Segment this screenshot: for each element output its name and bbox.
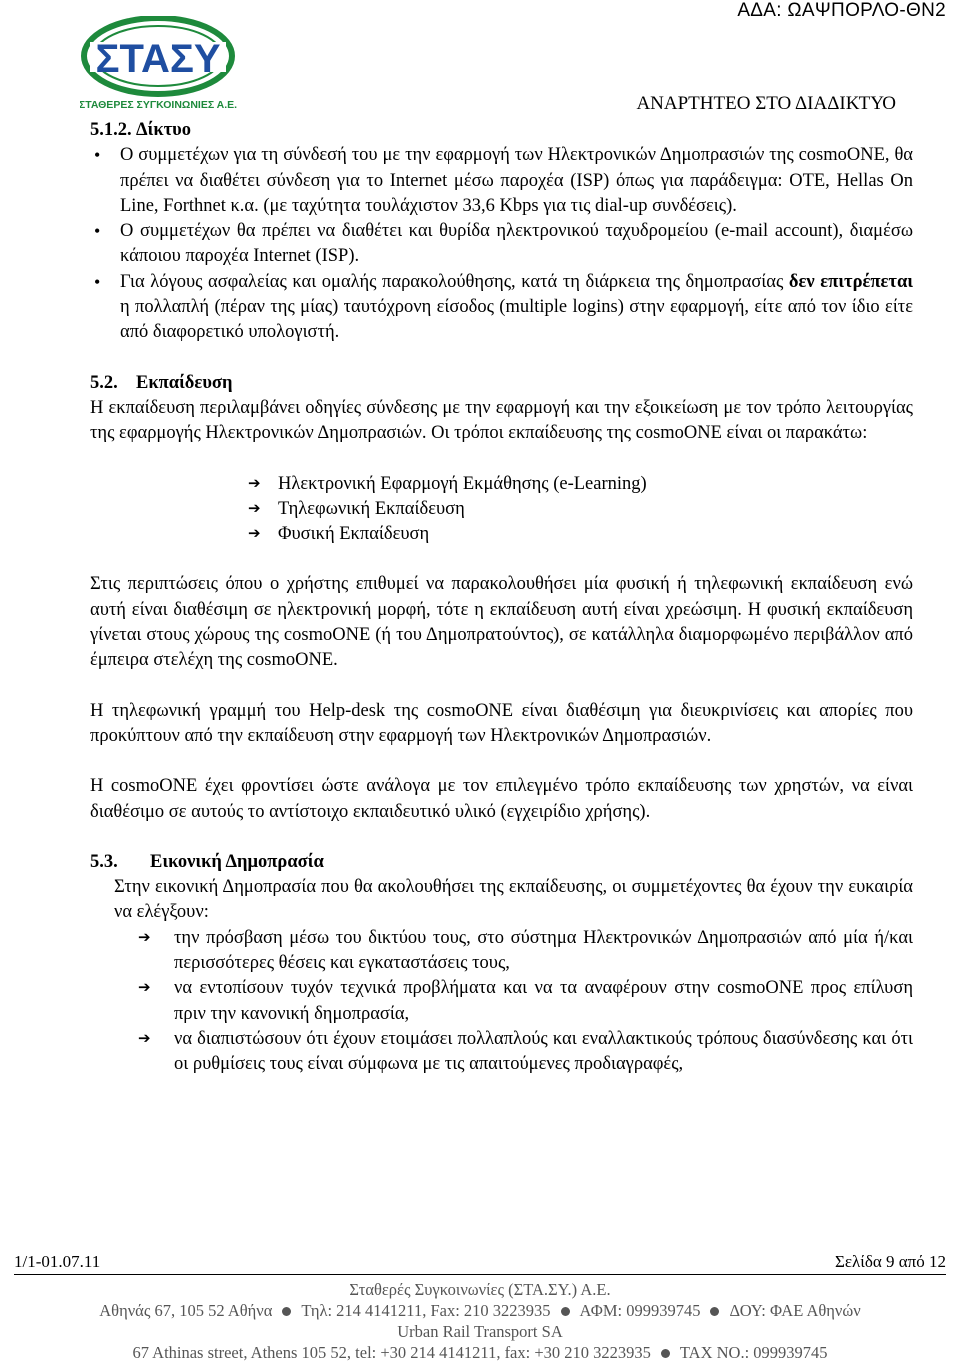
list-item-text: Τηλεφωνική Εκπαίδευση bbox=[278, 498, 465, 519]
tax-office: ΔΟΥ: ΦΑΕ Αθηνών bbox=[729, 1301, 861, 1320]
section-title: Εικονική Δημοπρασία bbox=[150, 851, 324, 872]
bold-text: δεν επιτρέπεται bbox=[788, 271, 913, 292]
text-span: Για λόγους ασφαλείας και ομαλής παρακολούθησης, κατά τη διάρκεια της δημοπρασίας bbox=[120, 271, 789, 292]
section-number: 5.2. bbox=[90, 372, 118, 393]
list-item-text: να εντοπίσουν τυχόν τεχνικά προβλήματα και να τα αναφέρουν στην cosmoONE προς επίλυση πριν την κανονική δημοπρασία, bbox=[174, 978, 913, 1024]
section-number: 5.3. bbox=[90, 851, 118, 872]
section-heading-5-3 bbox=[90, 850, 913, 875]
company-contact-gr bbox=[0, 1301, 960, 1321]
tax-number-en: TAX NO.: 099939745 bbox=[679, 1343, 828, 1362]
list-item-text: την πρόσβαση μέσω του δικτύου τους, στο σύστημα Ηλεκτρονικών Δημοπρασιών από μία ή/και περισσότερες θέσεις και εγκαταστάσεις τους, bbox=[174, 927, 913, 974]
tax-id: ΑΦΜ: 099939745 bbox=[579, 1301, 701, 1320]
stasy-logo bbox=[80, 16, 240, 112]
text-span: η πολλαπλή (πέραν της μίας) ταυτόχρονη είσοδος (multiple logins) στην εφαρμογή, είτε από τον ίδιο είτε από διαφορετικό υπολογιστή. bbox=[120, 297, 913, 343]
bullet-dot-icon bbox=[561, 1307, 570, 1316]
list-item bbox=[90, 270, 913, 346]
list-item bbox=[90, 497, 913, 522]
list-item bbox=[90, 976, 913, 1027]
list-item-text: Φυσική Εκπαίδευση bbox=[278, 524, 430, 545]
company-contact-en bbox=[0, 1343, 960, 1363]
training-methods-list bbox=[90, 472, 913, 548]
bullet-dot-icon bbox=[710, 1307, 719, 1316]
network-requirements-list bbox=[90, 143, 913, 345]
list-item bbox=[90, 472, 913, 497]
section-heading-5-2 bbox=[90, 371, 913, 396]
list-item bbox=[90, 1027, 913, 1078]
list-item: • Ο συμμετέχων θα πρέπει να διαθέτει και θυρίδα ηλεκτρονικού ταχυδρομείου (e-mail account), διαμέσω κάποιου παροχέα Internet (ISP). bbox=[90, 219, 913, 270]
arrow-icon: ➔ bbox=[248, 500, 261, 517]
arrow-icon: ➔ bbox=[248, 475, 261, 492]
phone-gr: Τηλ: 214 4141211, Fax: 210 3223935 bbox=[301, 1301, 551, 1320]
company-name-gr: Σταθερές Συγκοινωνίες (ΣΤΑ.ΣΥ.) Α.Ε. bbox=[349, 1280, 611, 1299]
section-title: Δίκτυο bbox=[136, 120, 191, 140]
arrow-icon: ➔ bbox=[138, 980, 151, 997]
paragraph: Στην εικονική Δημοπρασία που θα ακολουθήσει της εκπαίδευσης, οι συμμετέχοντες θα έχουν την ευκαιρία να ελέγξουν: bbox=[114, 877, 913, 923]
document-body bbox=[90, 118, 913, 1078]
paragraph: Η cosmoONE έχει φροντίσει ώστε ανάλογα με τον επιλεγμένο τρόπο εκπαίδευσης των χρηστών, να είναι διαθέσιμο σε αυτούς το αντίστοιχο εκπαιδευτικό υλικό (εγχειρίδιο χρήσης). bbox=[90, 776, 913, 822]
paragraph: Η εκπαίδευση περιλαμβάνει οδηγίες σύνδεσης με την εφαρμογή και την εξοικείωση με τον τρόπο λειτουργίας της εφαρμογής Ηλεκτρονικών Δημοπρασιών. Οι τρόποι εκπαίδευσης της cosmoONE είναι οι παρακάτω: bbox=[90, 397, 913, 444]
logo-text: ΣΤΑΣΥ bbox=[95, 37, 221, 81]
paragraph: Η τηλεφωνική γραμμή του Help-desk της cosmoONE είναι διαθέσιμη για διευκρινίσεις και απορίες που προκύπτουν από την εκπαίδευση στην εφαρμογή των Ηλεκτρονικών Δημοπρασιών. bbox=[90, 700, 913, 746]
bullet-dot-icon bbox=[282, 1307, 291, 1316]
doc-code: 1/1-01.07.11 bbox=[14, 1252, 101, 1271]
list-item: • Ο συμμετέχων για τη σύνδεσή του με την εφαρμογή των Ηλεκτρονικών Δημοπρασιών της cosmoONE, θα πρέπει να διαθέτει σύνδεση για το Internet μέσω παροχέα (ISP) όπως για παράδειγμα: OTE, Hellas On Line, Forthnet κ.α. (με ταχύτητα τουλάχιστον 33,6 Kbps για τις dial-up συνδέσεις). bbox=[90, 143, 913, 219]
list-item bbox=[90, 926, 913, 977]
paragraph: Στις περιπτώσεις όπου ο χρήστης επιθυμεί να παρακολουθήσει μία φυσική ή τηλεφωνική εκπαίδευση ενώ αυτή είναι διαθέσιμη σε ηλεκτρονική μορφή, τότε η εκπαίδευση αυτή είναι χρεώσιμη. Η φυσική εκπαίδευση γίνεται στους χώρους της cosmoONE (ή του Δημοπρατούντος), σε κατάλληλα διαμορφωμένο περιβάλλον από έμπειρα στελέχη της cosmoONE. bbox=[90, 574, 913, 671]
section-number: 5.1.2. bbox=[90, 120, 132, 140]
arrow-icon: ➔ bbox=[248, 526, 261, 543]
logo-mark bbox=[80, 16, 240, 112]
page-number: Σελίδα 9 από 12 bbox=[834, 1252, 946, 1271]
footer-divider bbox=[14, 1274, 946, 1275]
section-title: Εκπαίδευση bbox=[136, 372, 233, 393]
logo-subtitle: ΣΤΑΘΕΡΕΣ ΣΥΓΚΟΙΝΩΝΙΕΣ Α.Ε. bbox=[80, 99, 238, 111]
company-name-en: Urban Rail Transport SA bbox=[397, 1322, 563, 1341]
arrow-icon: ➔ bbox=[138, 929, 151, 946]
address-gr: Αθηνάς 67, 105 52 Αθήνα bbox=[99, 1301, 273, 1320]
bullet-dot-icon bbox=[661, 1349, 670, 1358]
ada-code: ΑΔΑ: ΩΑΨΠΟΡΛΟ-ΘΝ2 bbox=[737, 0, 946, 21]
auction-checks-list bbox=[90, 926, 913, 1078]
list-item bbox=[90, 522, 913, 547]
address-en: 67 Athinas street, Athens 105 52, tel: +30 214 4141211, fax: +30 210 3223935 bbox=[132, 1343, 651, 1362]
arrow-icon: ➔ bbox=[138, 1030, 151, 1047]
posted-label: ΑΝΑΡΤΗΤΕΟ ΣΤΟ ΔΙΑΔΙΚΤΥΟ bbox=[636, 93, 896, 114]
list-item-text: να διαπιστώσουν ότι έχουν ετοιμάσει πολλαπλούς και εναλλακτικούς τρόπους διασύνδεσης και ότι οι ρυθμίσεις τους είναι σύμφωνα με τις απαιτούμενες προδιαγραφές, bbox=[174, 1028, 913, 1075]
section-heading-5-1-2 bbox=[90, 118, 913, 143]
list-item-text: Ηλεκτρονική Εφαρμογή Εκμάθησης (e-Learning) bbox=[278, 473, 647, 494]
